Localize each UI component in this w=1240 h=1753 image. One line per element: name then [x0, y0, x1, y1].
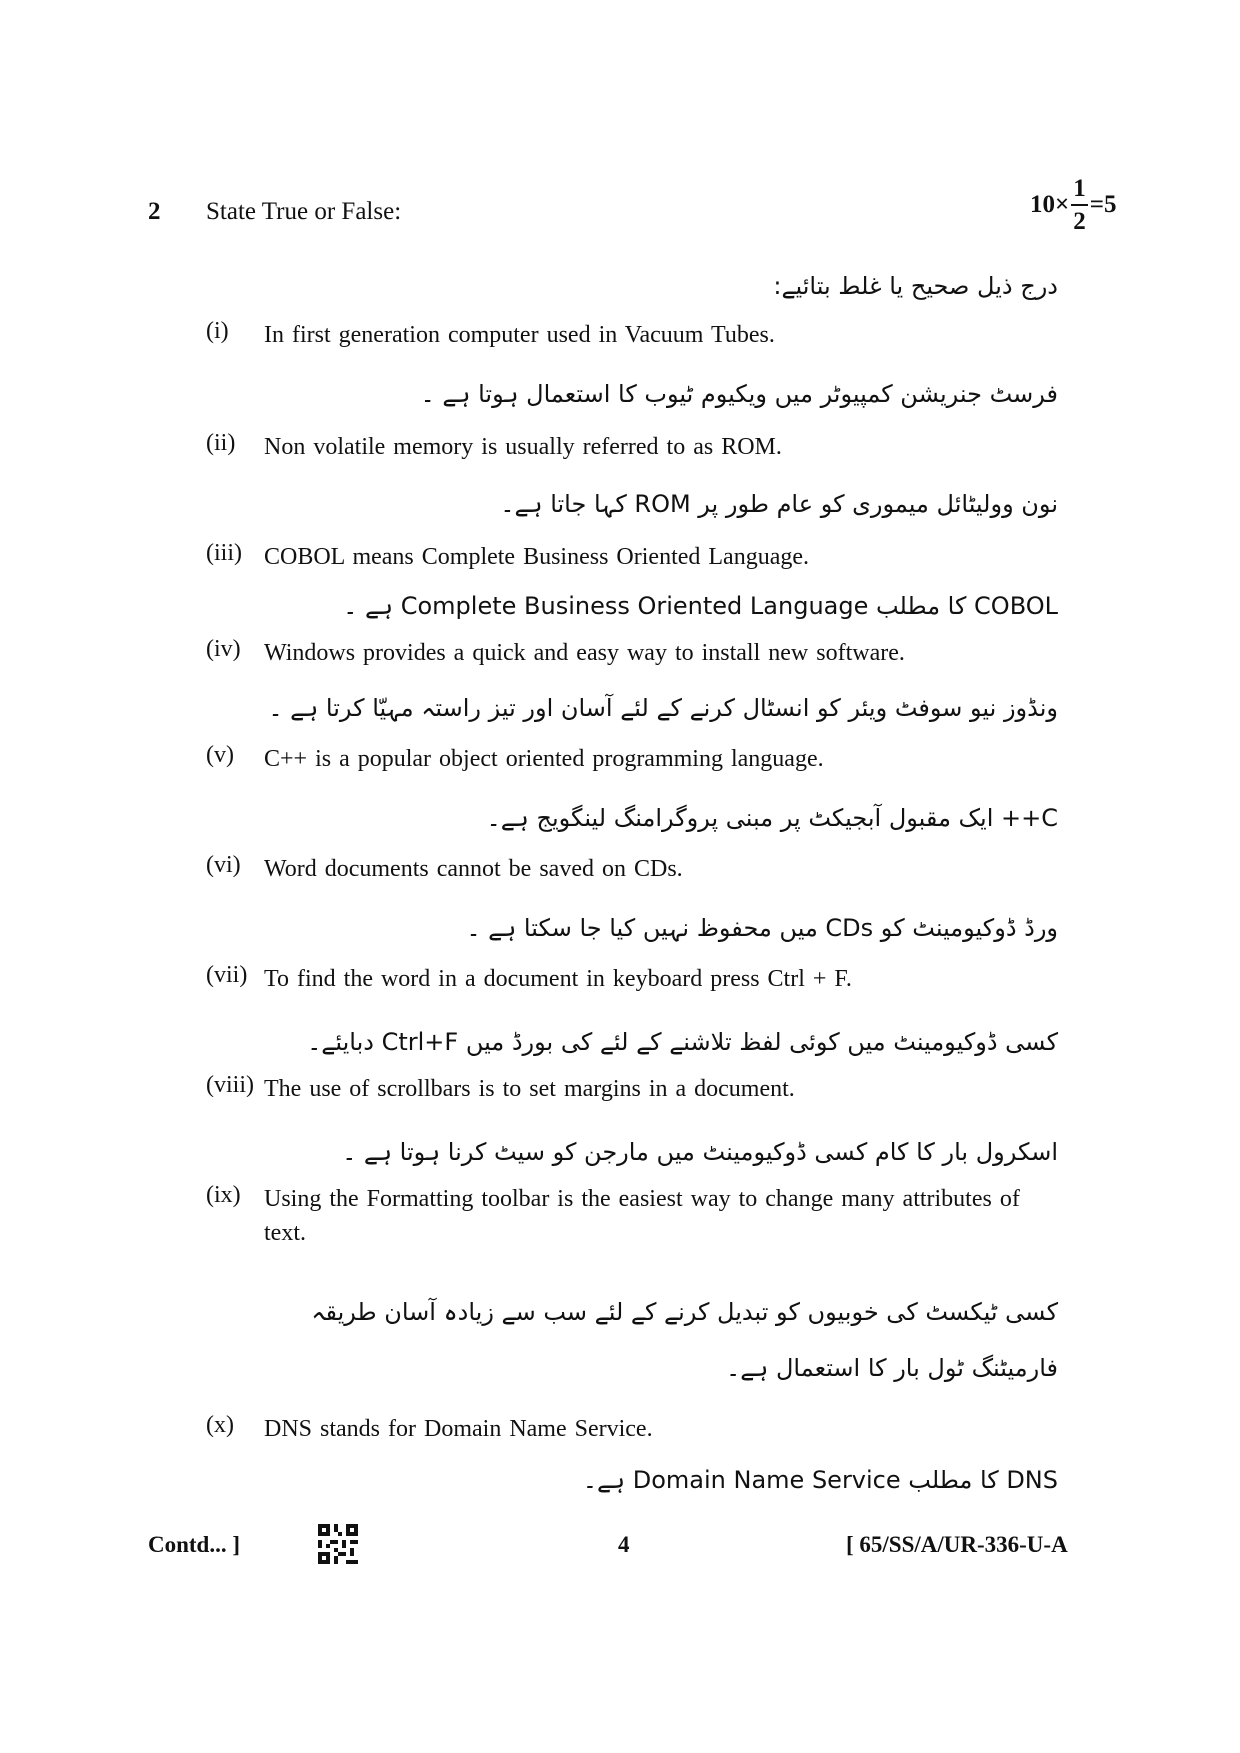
item-x: [206, 1412, 1064, 1446]
marks-multiplier: 10×: [1030, 191, 1070, 218]
item-roman: (iii): [206, 540, 242, 566]
item-vi: [206, 852, 1064, 886]
item-english: COBOL means Complete Business Oriented Language.: [264, 544, 810, 570]
item-iv: [206, 636, 1064, 670]
item-roman: (x): [206, 1412, 234, 1438]
item-urdu: اسکرول بار کا کام کسی ڈوکیومینٹ میں مارجن کو سیٹ کرنا ہوتا ہے ۔: [342, 1138, 1058, 1166]
item-ix: [206, 1182, 1064, 1250]
marks-denominator: 2: [1073, 208, 1086, 235]
question-marks: [1030, 176, 1117, 234]
item-urdu: ونڈوز نیو سوفٹ ویئر کو انسٹال کرنے کے لئے آسان اور تیز راستہ مہیّا کرتا ہے ۔: [268, 694, 1058, 722]
item-urdu: DNS کا مطلب Domain Name Service ہے۔: [582, 1466, 1058, 1494]
item-english: In first generation computer used in Vacuum Tubes.: [264, 322, 775, 348]
item-roman: (ii): [206, 430, 236, 456]
item-urdu: COBOL کا مطلب Complete Business Oriented Language ہے ۔: [343, 592, 1058, 620]
item-ii: [206, 430, 1064, 464]
item-english: C++ is a popular object oriented programming language.: [264, 746, 824, 772]
urdu-heading: درج ذیل صحیح یا غلط بتائیے:: [773, 272, 1058, 300]
paper-code: [ 65/SS/A/UR-336-U-A: [846, 1532, 1068, 1557]
item-vii: [206, 962, 1064, 996]
contd-label: Contd... ]: [148, 1532, 241, 1557]
item-roman: (vi): [206, 852, 241, 878]
item-urdu: ورڈ ڈوکیومینٹ کو CDs میں محفوظ نہیں کیا جا سکتا ہے ۔: [466, 914, 1058, 942]
item-roman: (vii): [206, 962, 248, 988]
marks-fraction: [1071, 176, 1088, 234]
page-number: 4: [618, 1532, 630, 1557]
question-number: 2: [148, 198, 161, 225]
item-iii: [206, 540, 1064, 574]
item-v: [206, 742, 1064, 776]
marks-result: =5: [1089, 191, 1117, 218]
item-urdu: کسی ڈوکیومینٹ میں کوئی لفظ تلاشنے کے لئے کی بورڈ میں Ctrl+F دبایئے۔: [307, 1028, 1058, 1056]
marks-numerator: 1: [1071, 176, 1088, 206]
question-heading: State True or False:: [206, 198, 402, 225]
item-roman: (ix): [206, 1182, 241, 1208]
item-english: Non volatile memory is usually referred to as ROM.: [264, 434, 782, 460]
item-english: Windows provides a quick and easy way to install new software.: [264, 640, 905, 666]
item-i: [206, 318, 1064, 352]
item-roman: (iv): [206, 636, 241, 662]
item-urdu: فرسٹ جنریشن کمپیوٹر میں ویکیوم ٹیوب کا استعمال ہوتا ہے ۔: [420, 380, 1058, 408]
item-english: The use of scrollbars is to set margins in a document.: [264, 1076, 795, 1102]
item-roman: (v): [206, 742, 234, 768]
item-viii: [206, 1072, 1064, 1106]
item-urdu: کسی ٹیکسٹ کی خوبیوں کو تبدیل کرنے کے لئے سب سے زیادہ آسان طریقہ فارمیٹنگ ٹول بار کا استعمال ہے۔: [311, 1298, 1058, 1382]
item-english: Word documents cannot be saved on CDs.: [264, 856, 683, 882]
item-urdu: C++ ایک مقبول آبجیکٹ پر مبنی پروگرامنگ لینگویج ہے۔: [486, 804, 1058, 832]
item-english: Using the Formatting toolbar is the easiest way to change many attributes of text.: [264, 1186, 1020, 1246]
item-urdu: نون وولیٹائل میموری کو عام طور پر ROM کہا جاتا ہے۔: [500, 490, 1058, 518]
item-roman: (i): [206, 318, 229, 344]
qr-code-icon: [318, 1524, 358, 1564]
item-english: To find the word in a document in keyboard press Ctrl + F.: [264, 966, 852, 992]
item-english: DNS stands for Domain Name Service.: [264, 1416, 653, 1442]
item-roman: (viii): [206, 1072, 254, 1098]
